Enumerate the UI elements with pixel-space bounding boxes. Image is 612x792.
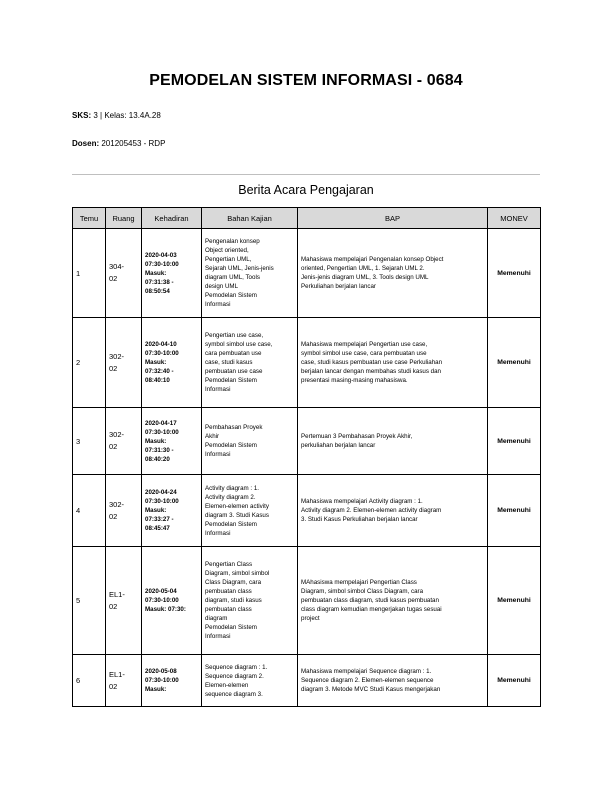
bahan-kajian-cell bbox=[202, 318, 298, 408]
bahan-kajian-line: Pemodelan Sistem bbox=[205, 520, 257, 528]
monev-cell: Memenuhi bbox=[488, 229, 541, 318]
sks-kelas-value: 3 | Kelas: 13.4A.28 bbox=[93, 111, 161, 120]
bahan-kajian-line: diagram, studi kasus bbox=[205, 597, 262, 604]
bap-line: Mahasiswa mempelajari Pengenalan konsep Object bbox=[301, 256, 444, 263]
bahan-kajian-line: Pemodelan Sistem bbox=[205, 292, 257, 299]
kehadiran-line: 07:33:27 - bbox=[145, 516, 174, 523]
ruang-line: EL1- bbox=[109, 589, 125, 599]
table-row bbox=[73, 408, 541, 475]
bahan-kajian-line: Sequence diagram 2. bbox=[205, 672, 264, 680]
bahan-kajian-line: diagram 3. Studi Kasus bbox=[205, 511, 269, 519]
column-header-kehadiran: Kehadiran bbox=[142, 208, 202, 229]
bap-line: Perkuliahan berjalan lancar bbox=[301, 283, 376, 290]
column-header-temu: Temu bbox=[73, 208, 106, 229]
table-body bbox=[73, 229, 541, 707]
kehadiran-line: Masuk: 07:30: bbox=[145, 606, 186, 613]
bap-line: project bbox=[301, 615, 320, 622]
kehadiran-line: 2020-04-10 bbox=[145, 341, 177, 348]
bap-line: MAhasiswa mempelajari Pengertian Class bbox=[301, 579, 417, 586]
bap-line: Mahasiswa mempelajari Activity diagram : 1. bbox=[301, 498, 423, 505]
kehadiran-line: Masuk: bbox=[145, 507, 167, 514]
kehadiran-line: 2020-04-03 bbox=[145, 251, 177, 259]
bahan-kajian-line: case, studi kasus bbox=[205, 359, 253, 366]
kehadiran-line: 07:30-10:00 bbox=[145, 350, 179, 357]
kehadiran-line: 07:31:38 - bbox=[145, 278, 174, 286]
kehadiran-line: 2020-05-04 bbox=[145, 588, 177, 595]
bap-table bbox=[72, 207, 541, 707]
bap-line: case, studi kasus pembuatan use case Perkuliahan bbox=[301, 359, 443, 366]
page-title: PEMODELAN SISTEM INFORMASI - 0684 bbox=[149, 72, 463, 89]
bahan-kajian-line: pembuatan class bbox=[205, 606, 252, 613]
ruang-line: 302- bbox=[109, 351, 125, 361]
dosen-label: Dosen: bbox=[72, 139, 100, 148]
kehadiran-line: 08:45:47 bbox=[145, 525, 170, 532]
kehadiran-line: Masuk: bbox=[145, 437, 167, 445]
bahan-kajian-line: Informasi bbox=[205, 633, 231, 640]
bap-cell bbox=[298, 229, 488, 318]
bahan-kajian-line: Akhir bbox=[205, 433, 220, 440]
dosen-line bbox=[72, 139, 165, 148]
bahan-kajian-cell bbox=[202, 655, 298, 707]
column-header-monev: MONEV bbox=[488, 208, 541, 229]
bahan-kajian-line: pembuatan class bbox=[205, 588, 252, 595]
bap-line: pembuatan class diagram, studi kasus pembuatan bbox=[301, 597, 439, 604]
bahan-kajian-line: Class Diagram, cara bbox=[205, 579, 262, 586]
ruang-line: 302- bbox=[109, 430, 125, 439]
bahan-kajian-line: Pengertian UML, bbox=[205, 256, 252, 263]
ruang-line: 02 bbox=[109, 601, 118, 611]
ruang-cell bbox=[106, 408, 142, 475]
bahan-kajian-line: Activity diagram : 1. bbox=[205, 484, 259, 492]
bahan-kajian-line: Sequence diagram : 1. bbox=[205, 663, 268, 671]
bap-line: Activity diagram 2. Elemen-elemen activity diagram bbox=[301, 507, 442, 514]
bahan-kajian-line: Pengertian Class bbox=[205, 561, 253, 568]
bahan-kajian-line: Object oriented, bbox=[205, 247, 249, 254]
kehadiran-line: 07:31:30 - bbox=[145, 446, 174, 454]
ruang-line: EL1- bbox=[109, 669, 125, 679]
monev-cell: Memenuhi bbox=[488, 318, 541, 408]
ruang-cell bbox=[106, 475, 142, 547]
bap-line: symbol simbol use case, cara pembuatan use bbox=[301, 350, 427, 357]
temu-cell: 2 bbox=[73, 318, 106, 408]
bap-line: oriented, Pengertian UML, 1. Sejarah UML 2. bbox=[301, 265, 425, 272]
bahan-kajian-cell bbox=[202, 547, 298, 655]
sks-label: SKS: bbox=[72, 111, 92, 120]
monev-cell: Memenuhi bbox=[488, 547, 541, 655]
bahan-kajian-cell bbox=[202, 475, 298, 547]
bahan-kajian-line: diagram bbox=[205, 615, 228, 622]
bahan-kajian-line: Pembahasan Proyek bbox=[205, 424, 263, 431]
bap-line: berjalan lancar dengan membahas studi kasus dan bbox=[301, 368, 441, 375]
kehadiran-line: Masuk: bbox=[145, 686, 167, 693]
column-header-bahan-kajian: Bahan Kajian bbox=[202, 208, 298, 229]
bap-line: Mahasiswa mempelajari Pengertian use case, bbox=[301, 341, 428, 348]
bahan-kajian-line: Activity diagram 2. bbox=[205, 493, 256, 501]
kehadiran-cell bbox=[142, 547, 202, 655]
bap-line: class diagram kemudian mengerjakan tugas sesuai bbox=[301, 606, 442, 613]
bap-cell bbox=[298, 475, 488, 547]
column-header-bap: BAP bbox=[298, 208, 488, 229]
kehadiran-cell bbox=[142, 655, 202, 707]
bahan-kajian-cell bbox=[202, 229, 298, 318]
bap-line: presentasi masing-masing mahasiswa. bbox=[301, 377, 408, 384]
table-row bbox=[73, 318, 541, 408]
bap-line: diagram 3. Metode MVC Studi Kasus mengerjakan bbox=[301, 686, 441, 693]
temu-cell: 5 bbox=[73, 547, 106, 655]
kehadiran-cell bbox=[142, 475, 202, 547]
bap-line: Pertemuan 3 Pembahasan Proyek Akhir, bbox=[301, 433, 413, 440]
ruang-cell bbox=[106, 229, 142, 318]
ruang-cell bbox=[106, 318, 142, 408]
kehadiran-line: 2020-04-24 bbox=[145, 489, 177, 496]
ruang-line: 02 bbox=[109, 681, 118, 691]
ruang-line: 02 bbox=[109, 511, 118, 521]
ruang-cell bbox=[106, 655, 142, 707]
temu-cell: 4 bbox=[73, 475, 106, 547]
bahan-kajian-cell bbox=[202, 408, 298, 475]
ruang-line: 304- bbox=[109, 262, 125, 271]
divider bbox=[72, 174, 540, 175]
bap-line: Diagram, simbol simbol Class Diagram, cara bbox=[301, 588, 424, 595]
kehadiran-line: 07:30-10:00 bbox=[145, 260, 179, 268]
bahan-kajian-line: Pemodelan Sistem bbox=[205, 377, 257, 384]
table-row bbox=[73, 547, 541, 655]
kehadiran-line: 08:40:10 bbox=[145, 377, 170, 384]
bahan-kajian-line: Elemen-elemen activity bbox=[205, 502, 269, 510]
bap-line: perkuliahan berjalan lancar bbox=[301, 442, 376, 449]
table-row bbox=[73, 229, 541, 318]
kehadiran-line: 07:30-10:00 bbox=[145, 428, 179, 436]
sks-kelas-line bbox=[72, 111, 161, 120]
bap-line: Mahasiswa mempelajari Sequence diagram : 1. bbox=[301, 668, 432, 675]
bahan-kajian-line: Sejarah UML, Jenis-jenis bbox=[205, 265, 274, 272]
ruang-cell bbox=[106, 547, 142, 655]
monev-cell: Memenuhi bbox=[488, 408, 541, 475]
bahan-kajian-line: Informasi bbox=[205, 451, 231, 458]
bahan-kajian-line: diagram UML, Tools bbox=[205, 274, 260, 281]
bahan-kajian-line: Diagram, simbol simbol bbox=[205, 570, 270, 577]
bahan-kajian-line: Pemodelan Sistem bbox=[205, 442, 257, 449]
bap-cell bbox=[298, 655, 488, 707]
table-row bbox=[73, 655, 541, 707]
bahan-kajian-line: pembuatan use case bbox=[205, 368, 263, 375]
column-header-ruang: Ruang bbox=[106, 208, 142, 229]
bahan-kajian-line: sequence diagram 3. bbox=[205, 690, 263, 698]
bap-cell bbox=[298, 408, 488, 475]
temu-cell: 1 bbox=[73, 229, 106, 318]
kehadiran-line: 08:50:54 bbox=[145, 287, 170, 295]
bahan-kajian-line: Pengertian use case, bbox=[205, 332, 264, 339]
bahan-kajian-line: Informasi bbox=[205, 386, 231, 393]
kehadiran-line: 07:30-10:00 bbox=[145, 677, 179, 684]
ruang-line: 302- bbox=[109, 499, 125, 509]
bap-line: 3. Studi Kasus Perkuliahan berjalan lancar bbox=[301, 516, 418, 523]
bahan-kajian-line: cara pembuatan use bbox=[205, 350, 262, 357]
bahan-kajian-line: Informasi bbox=[205, 529, 231, 537]
kehadiran-line: 2020-04-17 bbox=[145, 419, 177, 427]
ruang-line: 02 bbox=[109, 442, 118, 451]
kehadiran-cell bbox=[142, 318, 202, 408]
bahan-kajian-line: design UML bbox=[205, 283, 239, 290]
kehadiran-line: 07:30-10:00 bbox=[145, 498, 179, 505]
section-title: Berita Acara Pengajaran bbox=[238, 183, 374, 197]
bahan-kajian-line: Pengenalan konsep bbox=[205, 238, 260, 245]
bahan-kajian-line: Informasi bbox=[205, 301, 231, 308]
temu-cell: 6 bbox=[73, 655, 106, 707]
kehadiran-line: Masuk: bbox=[145, 359, 167, 366]
kehadiran-cell bbox=[142, 408, 202, 475]
bahan-kajian-line: Elemen-elemen bbox=[205, 681, 249, 689]
kehadiran-line: 07:30-10:00 bbox=[145, 597, 179, 604]
ruang-line: 02 bbox=[109, 363, 118, 373]
bap-cell bbox=[298, 318, 488, 408]
ruang-line: 02 bbox=[109, 274, 118, 283]
monev-cell: Memenuhi bbox=[488, 475, 541, 547]
monev-cell: Memenuhi bbox=[488, 655, 541, 707]
kehadiran-line: Masuk: bbox=[145, 269, 167, 277]
kehadiran-line: 07:32:40 - bbox=[145, 368, 174, 375]
dosen-value: 201205453 - RDP bbox=[101, 139, 166, 148]
kehadiran-cell bbox=[142, 229, 202, 318]
temu-cell: 3 bbox=[73, 408, 106, 475]
bahan-kajian-line: Pemodelan Sistem bbox=[205, 624, 257, 631]
kehadiran-line: 2020-05-08 bbox=[145, 668, 177, 675]
bap-line: Sequence diagram 2. Elemen-elemen sequence bbox=[301, 677, 434, 684]
bap-cell bbox=[298, 547, 488, 655]
table-row bbox=[73, 475, 541, 547]
table-header-row bbox=[73, 208, 541, 229]
kehadiran-line: 08:40:20 bbox=[145, 455, 170, 463]
bap-line: Jenis-jenis diagram UML, 3. Tools design UML bbox=[301, 274, 429, 281]
bahan-kajian-line: symbol simbol use case, bbox=[205, 341, 273, 348]
